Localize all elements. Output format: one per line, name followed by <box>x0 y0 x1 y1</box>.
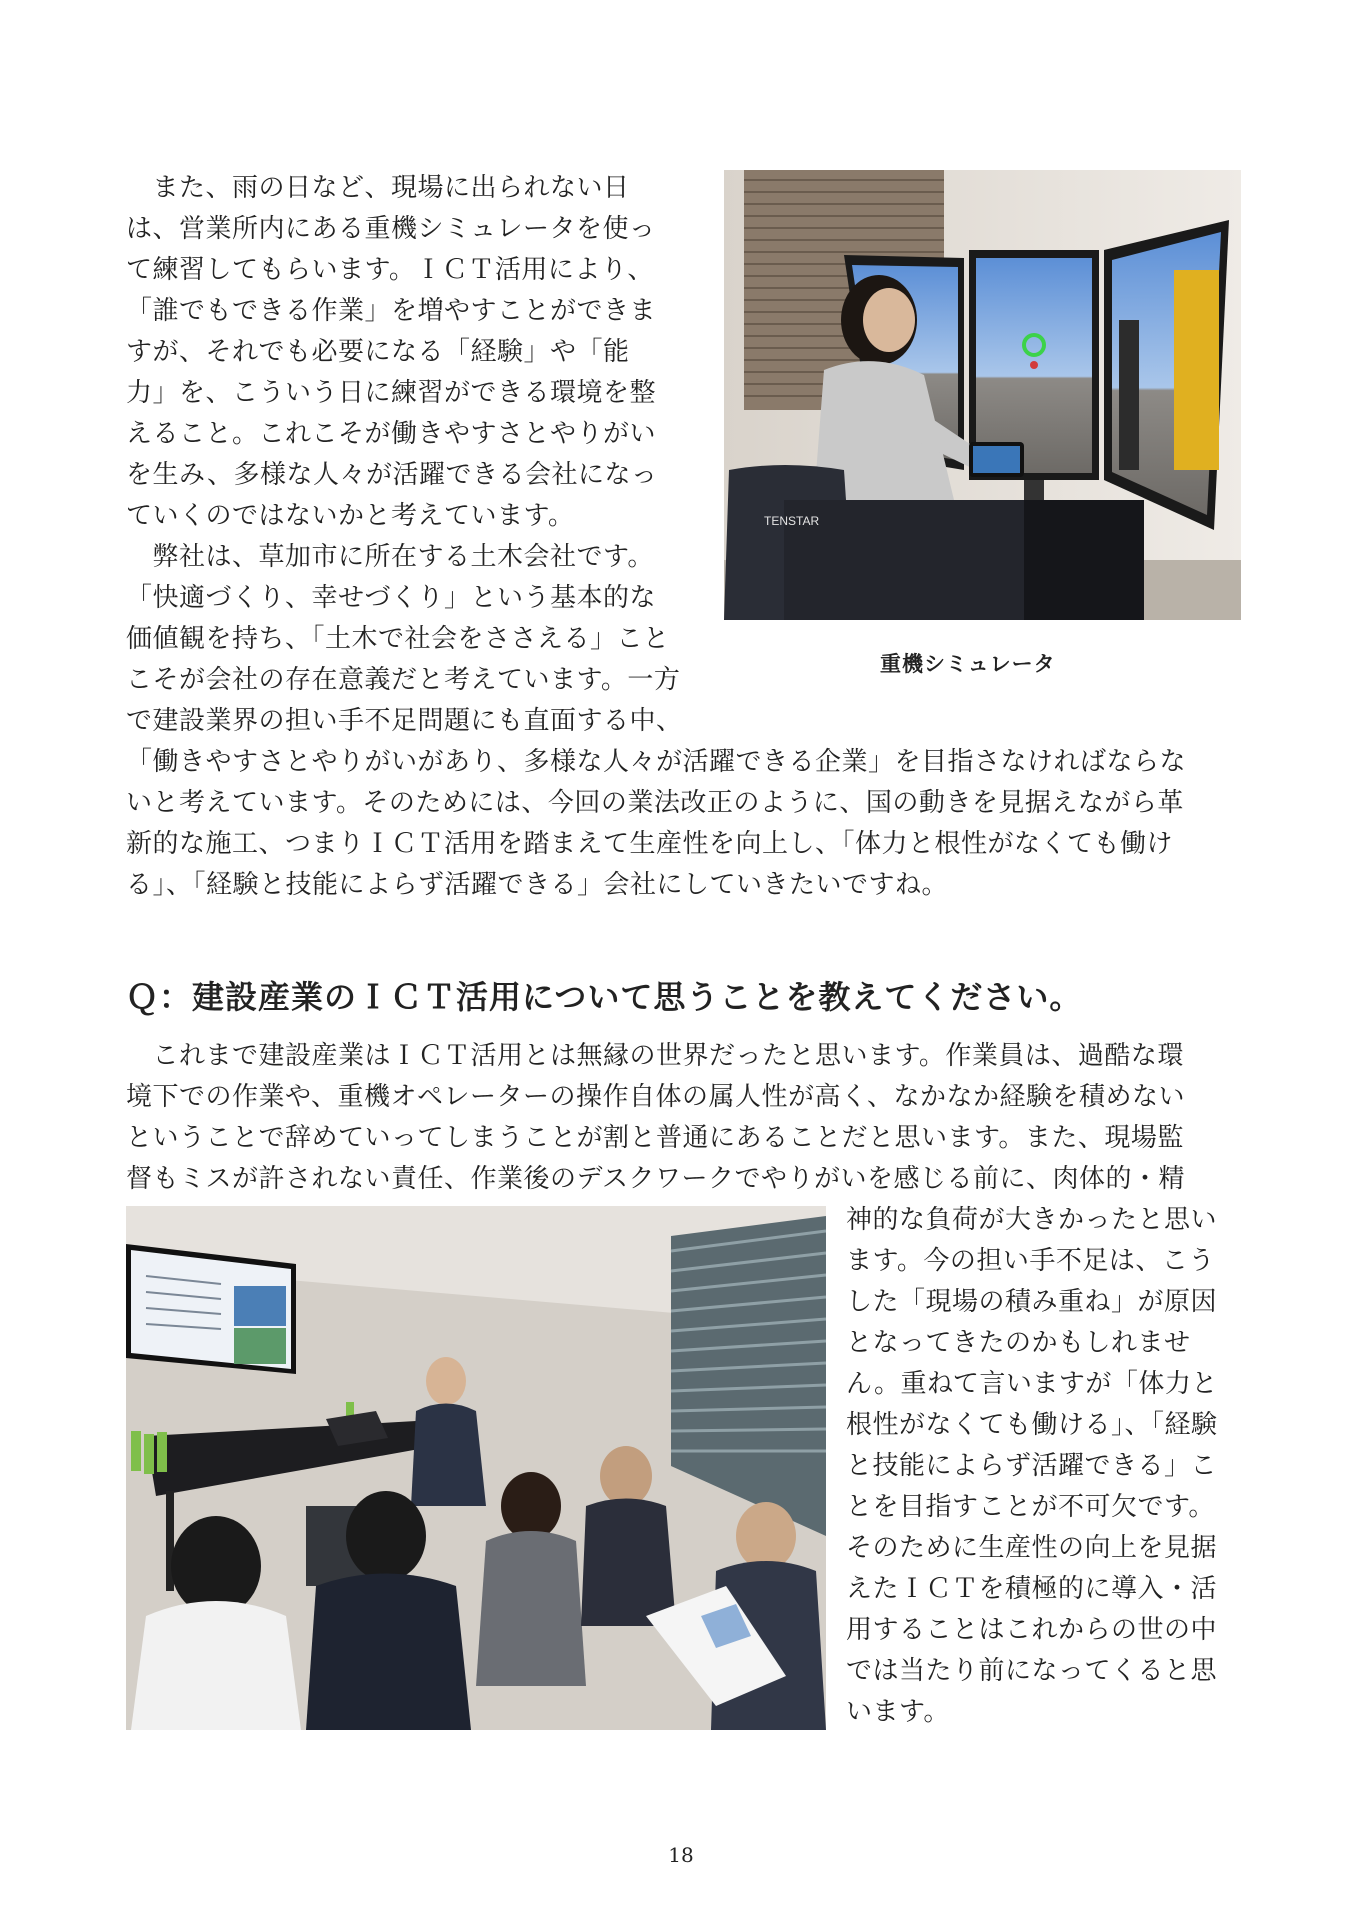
text-line: そのために生産性の向上を見据 <box>846 1533 1218 1563</box>
text-line: 「誰でもできる作業」を増やすことができま <box>126 296 657 326</box>
text-line: では当たり前になってくると思 <box>846 1656 1218 1686</box>
text-line: 境下での作業や、重機オペレーターの操作自体の属人性が高く、なかなか経験を積めない <box>126 1082 1185 1112</box>
text-line: 根性がなくても働ける」、「経験 <box>846 1410 1218 1440</box>
page-number: 18 <box>668 1843 694 1867</box>
text-line: 神的な負荷が大きかったと思い <box>846 1205 1218 1235</box>
paragraph-ict-answer-continued <box>846 1200 1218 1733</box>
meeting-photo <box>126 1206 826 1730</box>
text-line: て練習してもらいます。ＩＣＴ活用により、 <box>126 255 654 285</box>
text-line: すが、それでも必要になる「経験」や「能 <box>126 337 630 367</box>
text-line: 力」を、こういう日に練習ができる環境を整 <box>126 378 657 408</box>
text-line: こそが会社の存在意義だと考えています。一方 <box>126 665 681 695</box>
paragraph-rain-days <box>126 168 683 742</box>
text-line: 「働きやすさとやりがいがあり、多様な人々が活躍できる企業」を目指さなければならな <box>126 747 1187 777</box>
text-line: と技能によらず活躍できる」こ <box>846 1451 1218 1481</box>
text-line: えること。これこそが働きやすさとやりがい <box>126 419 657 449</box>
paragraph-ict-answer <box>126 1036 1185 1200</box>
text-line: ん。重ねて言いますが「体力と <box>846 1369 1218 1399</box>
text-line: で建設業界の担い手不足問題にも直面する中、 <box>126 706 683 736</box>
text-line: ます。今の担い手不足は、こう <box>846 1246 1215 1276</box>
text-line: る」、「経験と技能によらず活躍できる」会社にしていきたいですね。 <box>126 870 949 900</box>
text-line: 弊社は、草加市に所在する土木会社です。 <box>126 542 654 572</box>
question-heading: Ｑ：建設産業のＩＣＴ活用について思うことを教えてください。 <box>126 978 1083 1016</box>
paragraph-company-vision <box>126 742 1186 906</box>
text-line: を生み、多様な人々が活躍できる会社になっ <box>126 460 658 490</box>
text-line: これまで建設産業はＩＣＴ活用とは無縁の世界だったと思います。作業員は、過酷な環 <box>126 1041 1184 1071</box>
text-line: 新的な施工、つまりＩＣＴ活用を踏まえて生産性を向上し、「体力と根性がなくても働け <box>126 829 1174 859</box>
text-line: は、営業所内にある重機シミュレータを使っ <box>126 214 656 244</box>
text-line: 価値観を持ち、「土木で社会をささえる」こと <box>126 624 670 654</box>
text-line: 「快適づくり、幸せづくり」という基本的な <box>126 583 657 613</box>
text-line: とを目指すことが不可欠です。 <box>846 1492 1215 1522</box>
text-line: 用することはこれからの世の中 <box>846 1615 1218 1645</box>
text-line: ということで辞めていってしまうことが割と普通にあることだと思います。また、現場監 <box>126 1123 1184 1153</box>
seat-brand-label: TENSTAR <box>764 514 820 528</box>
simulator-caption: 重機シミュレータ <box>880 652 1056 676</box>
text-line: 督もミスが許されない責任、作業後のデスクワークでやりがいを感じる前に、肉体的・精 <box>126 1164 1185 1194</box>
text-line: となってきたのかもしれませ <box>846 1328 1191 1358</box>
text-line: います。 <box>846 1697 950 1727</box>
meeting-photo-illustration <box>126 1206 826 1730</box>
text-line: ていくのではないかと考えています。 <box>126 501 575 531</box>
simulator-photo <box>724 170 1241 620</box>
text-line: えたＩＣＴを積極的に導入・活 <box>846 1574 1218 1604</box>
text-line: した「現場の積み重ね」が原因 <box>846 1287 1218 1317</box>
text-line: また、雨の日など、現場に出られない日 <box>126 173 630 203</box>
simulator-photo-illustration <box>724 170 1241 620</box>
text-line: いと考えています。そのためには、今回の業法改正のように、国の動きを見据えながら革 <box>126 788 1184 818</box>
